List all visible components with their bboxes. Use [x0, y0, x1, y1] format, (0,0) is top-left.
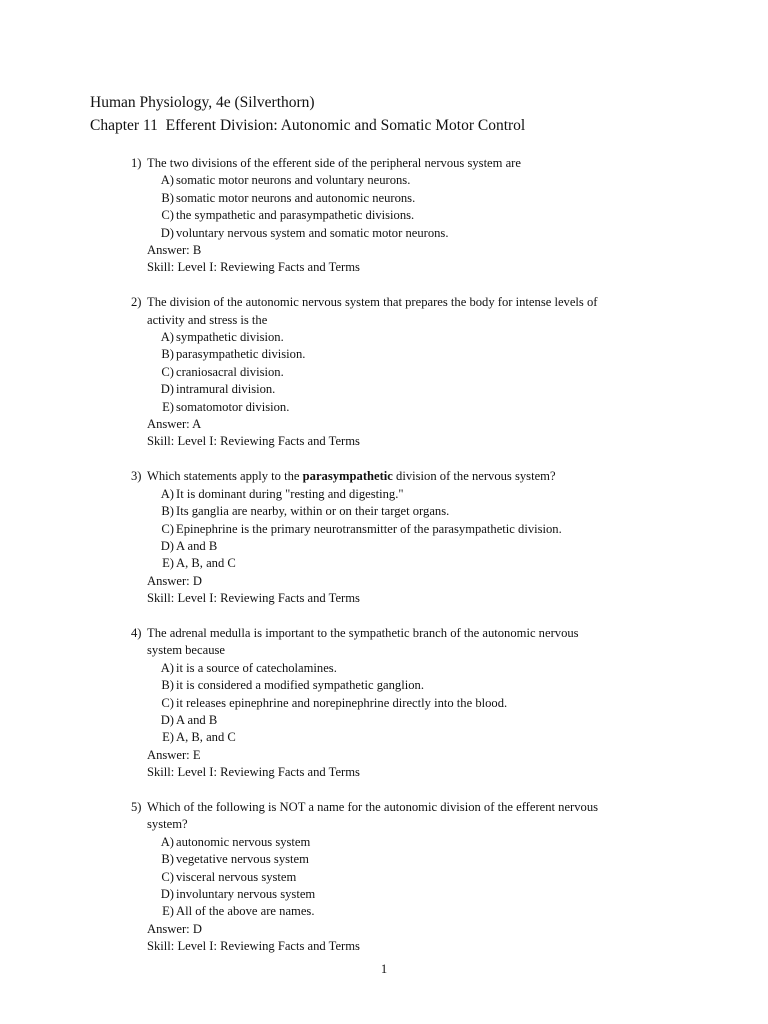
- answer-choice: [0, 503, 768, 520]
- choice-letter: A): [160, 486, 174, 501]
- choice-letter: B): [161, 347, 174, 362]
- chapter-title: Chapter 11 Efferent Division: Autonomic and Somatic Motor Control: [90, 117, 526, 134]
- question-stem: [0, 799, 647, 834]
- question-stem-line: The division of the autonomic nervous system that prepares the body for intense levels of: [147, 295, 598, 310]
- skill-level: Skill: Level I: Reviewing Facts and Terms: [147, 765, 360, 780]
- choice-text: somatic motor neurons and autonomic neurons.: [176, 190, 416, 205]
- question-number: 5): [131, 799, 142, 814]
- answer-choice: [0, 364, 768, 381]
- choice-text: parasympathetic division.: [176, 347, 306, 362]
- choice-text: the sympathetic and parasympathetic divisions.: [176, 208, 415, 223]
- choice-letter: E): [162, 556, 174, 571]
- choice-letter: D): [160, 712, 174, 727]
- answer-choice: [0, 399, 768, 416]
- question-stem-line: Which of the following is NOT a name for the autonomic division of the efferent nervous: [147, 799, 599, 814]
- choice-text: vegetative nervous system: [176, 852, 309, 867]
- answer-choice: [0, 329, 768, 346]
- choice-text: A and B: [176, 538, 218, 553]
- question-1: [0, 155, 768, 277]
- question-stem-line: The two divisions of the efferent side of the peripheral nervous system are: [147, 156, 521, 170]
- choice-text: it releases epinephrine and norepinephrine directly into the blood.: [176, 695, 508, 710]
- choice-letter: D): [160, 887, 174, 901]
- choice-text: A and B: [176, 712, 218, 727]
- choice-letter: D): [160, 225, 174, 240]
- choice-text: All of the above are names.: [176, 904, 315, 919]
- answer-key: Answer: E: [147, 747, 201, 762]
- question-stem-line: system because: [147, 643, 225, 658]
- choice-letter: C): [161, 208, 174, 223]
- choice-text: intramural division.: [176, 382, 276, 397]
- choice-letter: E): [162, 904, 174, 919]
- choice-letter: C): [161, 869, 174, 884]
- answer-choice: [0, 869, 768, 886]
- choice-letter: C): [161, 364, 174, 379]
- answer-choice: [0, 521, 768, 538]
- skill-level: Skill: Level I: Reviewing Facts and Terms: [147, 939, 360, 954]
- choice-text: Its ganglia are nearby, within or on their target organs.: [176, 504, 450, 519]
- choice-text: visceral nervous system: [176, 869, 297, 884]
- skill-level: Skill: Level I: Reviewing Facts and Terms: [147, 260, 360, 275]
- question-number: 3): [131, 469, 142, 484]
- choice-text: it is a source of catecholamines.: [176, 660, 337, 675]
- choice-text: A, B, and C: [176, 730, 236, 745]
- choice-letter: B): [161, 852, 174, 867]
- answer-choice: [0, 660, 768, 677]
- skill-level: Skill: Level I: Reviewing Facts and Terms: [147, 434, 360, 449]
- choice-letter: B): [161, 678, 174, 693]
- question-stem: [0, 155, 647, 172]
- question-stem-line: system?: [147, 817, 188, 832]
- choice-text: voluntary nervous system and somatic motor neurons.: [176, 225, 449, 240]
- choice-letter: D): [160, 382, 174, 397]
- answer-choice: [0, 381, 768, 398]
- question-5: [0, 799, 768, 956]
- choice-text: It is dominant during "resting and digesting.": [176, 486, 404, 501]
- question-stem-text: Which statements apply to the: [147, 469, 303, 484]
- question-stem: [0, 468, 647, 485]
- answer-choice: [0, 729, 768, 746]
- answer-choice: [0, 486, 768, 503]
- choice-letter: B): [161, 504, 174, 519]
- choice-letter: A): [160, 173, 174, 188]
- answer-choice: [0, 207, 768, 224]
- answer-choice: [0, 886, 768, 903]
- question-list: [0, 155, 768, 973]
- question-number: 2): [131, 295, 142, 310]
- emphasized-term: parasympathetic: [302, 469, 393, 484]
- answer-key: Answer: D: [147, 573, 202, 588]
- choice-letter: D): [160, 538, 174, 553]
- question-2: [0, 294, 768, 451]
- choice-letter: C): [161, 521, 174, 536]
- answer-key: Answer: A: [147, 417, 202, 432]
- answer-key: Answer: D: [147, 921, 202, 936]
- answer-choice: [0, 555, 768, 572]
- choice-text: Epinephrine is the primary neurotransmitter of the parasympathetic division.: [176, 521, 562, 536]
- choice-letter: C): [161, 695, 174, 710]
- answer-choice: [0, 677, 768, 694]
- choice-text: it is considered a modified sympathetic ganglion.: [176, 678, 424, 693]
- choice-text: A, B, and C: [176, 556, 236, 571]
- question-stem-text: division of the nervous system?: [392, 469, 556, 484]
- answer-choice: [0, 695, 768, 712]
- choice-letter: E): [162, 730, 174, 745]
- choice-letter: A): [160, 660, 174, 675]
- choice-text: autonomic nervous system: [176, 834, 311, 849]
- choice-text: somatomotor division.: [176, 399, 290, 414]
- book-title: Human Physiology, 4e (Silverthorn): [90, 94, 315, 111]
- choice-text: craniosacral division.: [176, 364, 284, 379]
- question-3: [0, 468, 768, 607]
- answer-choice: [0, 225, 768, 242]
- answer-choice: [0, 903, 768, 920]
- question-stem-line: activity and stress is the: [147, 312, 268, 327]
- question-4: [0, 625, 768, 782]
- choice-letter: A): [160, 834, 174, 849]
- answer-choice: [0, 538, 768, 555]
- choice-text: sympathetic division.: [176, 330, 284, 345]
- answer-choice: [0, 851, 768, 868]
- choice-letter: E): [162, 399, 174, 414]
- choice-text: involuntary nervous system: [176, 887, 316, 901]
- answer-choice: [0, 346, 768, 363]
- answer-choice: [0, 834, 768, 851]
- choice-text: somatic motor neurons and voluntary neurons.: [176, 173, 411, 188]
- page-number: 1: [380, 962, 388, 976]
- answer-choice: [0, 712, 768, 729]
- choice-letter: B): [161, 190, 174, 205]
- question-number: 1): [131, 156, 142, 170]
- answer-choice: [0, 172, 768, 189]
- question-stem: [0, 625, 647, 660]
- question-number: 4): [131, 625, 142, 640]
- choice-letter: A): [160, 330, 174, 345]
- question-stem: [0, 294, 647, 329]
- skill-level: Skill: Level I: Reviewing Facts and Terms: [147, 591, 360, 606]
- answer-choice: [0, 190, 768, 207]
- answer-key: Answer: B: [147, 243, 202, 258]
- question-stem-line: The adrenal medulla is important to the sympathetic branch of the autonomic nervous: [147, 625, 579, 640]
